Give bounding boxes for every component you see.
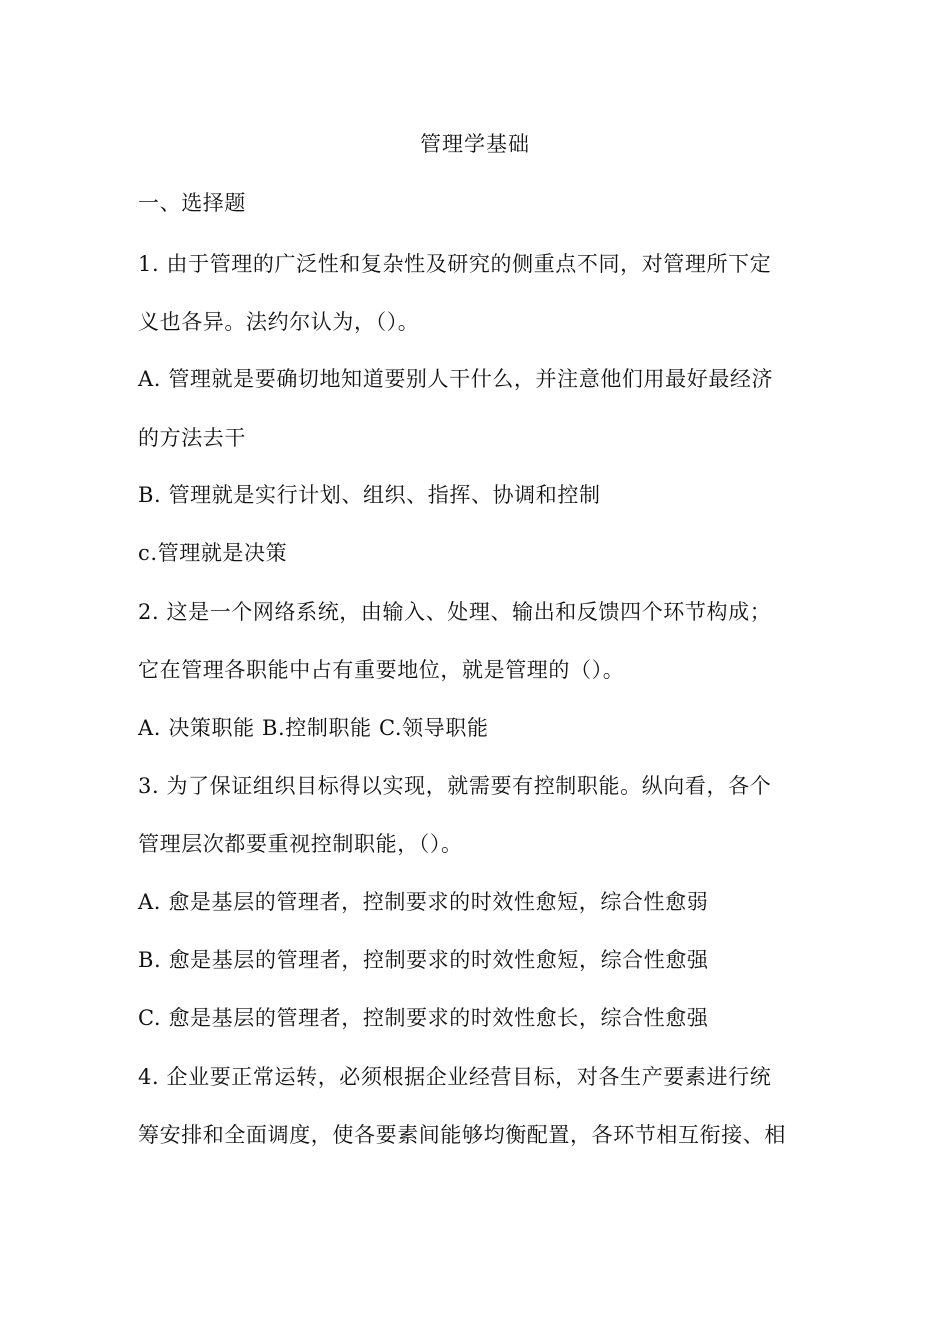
question-1-option-a-line-1: A. 管理就是要确切地知道要别人干什么，并注意他们用最好最经济 [138, 367, 774, 391]
question-1-line-2: 义也各异。法约尔认为，（）。 [138, 310, 420, 334]
question-1-option-a-line-2: 的方法去干 [138, 426, 246, 450]
question-1-option-c: c.管理就是决策 [138, 541, 288, 565]
question-3-line-2: 管理层次都要重视控制职能，（）。 [138, 832, 463, 856]
question-4-line-1: 4. 企业要正常运转，必须根据企业经营目标，对各生产要素进行统 [138, 1065, 772, 1089]
question-2-line-1: 2. 这是一个网络系统，由输入、处理、输出和反馈四个环节构成； [138, 600, 772, 624]
question-3-option-a: A. 愈是基层的管理者，控制要求的时效性愈短，综合性愈弱 [138, 890, 709, 914]
question-1-line-1: 1. 由于管理的广泛性和复杂性及研究的侧重点不同，对管理所下定 [138, 252, 772, 276]
question-3-option-c: C. 愈是基层的管理者，控制要求的时效性愈长，综合性愈强 [138, 1006, 709, 1030]
question-3-line-1: 3. 为了保证组织目标得以实现，就需要有控制职能。纵向看，各个 [138, 774, 772, 798]
question-2-options: A. 决策职能 B.控制职能 C.领导职能 [138, 716, 489, 740]
section-heading: 一、选择题 [138, 191, 246, 215]
question-2-line-2: 它在管理各职能中占有重要地位，就是管理的（）。 [138, 658, 625, 682]
document-title: 管理学基础 [420, 132, 530, 156]
question-3-option-b: B. 愈是基层的管理者，控制要求的时效性愈短，综合性愈强 [138, 948, 709, 972]
question-4-line-2: 筹安排和全面调度，使各要素间能够均衡配置，各环节相互衔接、相 [138, 1123, 786, 1147]
question-1-option-b: B. 管理就是实行计划、组织、指挥、协调和控制 [138, 483, 601, 507]
